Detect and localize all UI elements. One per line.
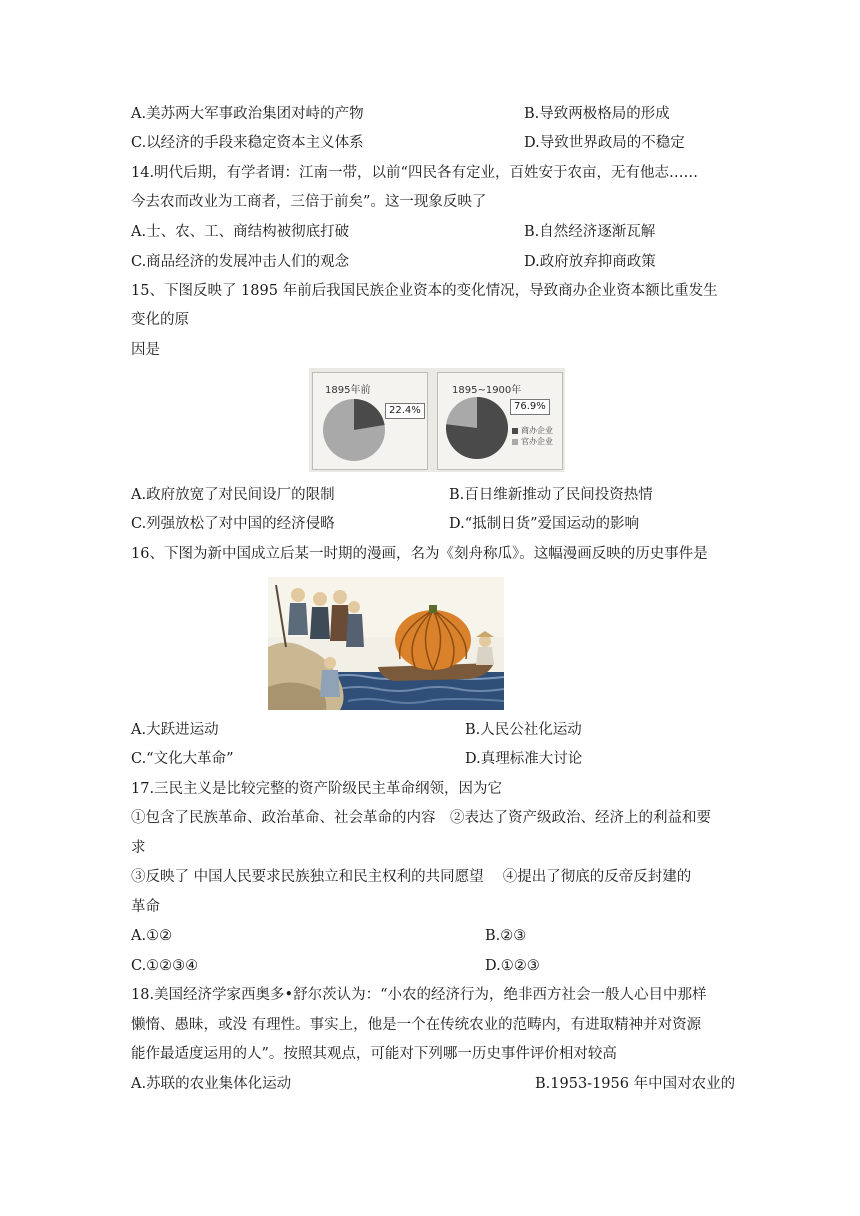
q17-option-a: A.①② bbox=[131, 928, 173, 944]
q16-option-c: C.“文化大革命” bbox=[131, 751, 234, 767]
q16-option-b: B.人民公社化运动 bbox=[465, 722, 582, 738]
pie-panel-right bbox=[437, 372, 563, 470]
q15-stem-line3: 因是 bbox=[131, 342, 160, 358]
cartoon-illustration bbox=[268, 577, 504, 710]
q18-stem-line1: 18.美国经济学家西奥多•舒尔茨认为：“小农的经济行为，绝非西方社会一般人心目中那样 bbox=[131, 987, 707, 1003]
pie-figure bbox=[309, 368, 565, 472]
legend-guan: 官办企业 bbox=[512, 436, 553, 447]
pie-right bbox=[444, 395, 510, 461]
q16-option-a: A.大跃进运动 bbox=[131, 722, 219, 738]
q15-option-d: D.“抵制日货”爱国运动的影响 bbox=[449, 516, 640, 532]
q14-option-d: D.政府放弃抑商政策 bbox=[524, 254, 656, 270]
q14-option-b: B.自然经济逐渐瓦解 bbox=[524, 224, 656, 240]
q15-stem-line1: 15、下图反映了 1895 年前后我国民族企业资本的变化情况，导致商办企业资本额比重发生 bbox=[131, 283, 718, 299]
pie-left-shang-slice bbox=[354, 399, 385, 430]
q18-option-a: A.苏联的农业集体化运动 bbox=[131, 1076, 292, 1092]
q17-stem-line1: 17.三民主义是比较完整的资产阶级民主革命纲领，因为它 bbox=[131, 781, 503, 797]
q14-option-c: C.商品经济的发展冲击人们的观念 bbox=[131, 254, 350, 270]
pie-left-label: 22.4% bbox=[385, 403, 425, 419]
pie-left-title: 1895年前 bbox=[325, 385, 371, 396]
q14-stem-line2: 今去农而改业为工商者，三倍于前矣”。这一现象反映了 bbox=[131, 194, 487, 210]
pie-right-title: 1895~1900年 bbox=[452, 385, 522, 396]
q13-option-c: C.以经济的手段来稳定资本主义体系 bbox=[131, 135, 364, 151]
legend-shang: 商办企业 bbox=[512, 425, 553, 436]
q15-option-b: B.百日维新推动了民间投资热情 bbox=[449, 487, 653, 503]
pie-left bbox=[321, 397, 387, 463]
q14-option-a: A.士、农、工、商结构被彻底打破 bbox=[131, 224, 350, 240]
q15-stem-line2: 变化的原 bbox=[131, 312, 189, 328]
q18-stem-line2: 懒惰、愚昧，或没 有理性。事实上，他是一个在传统农业的范畴内，有进取精神并对资源 bbox=[131, 1017, 702, 1033]
q13-option-a: A.美苏两大军事政治集团对峙的产物 bbox=[131, 106, 364, 122]
q17-stem-line3: 求 bbox=[131, 840, 146, 856]
q18-option-b: B.1953-1956 年中国对农业的 bbox=[535, 1076, 736, 1092]
q17-stem-line4: ③反映了 中国人民要求民族独立和民主权利的共同愿望 ④提出了彻底的反帝反封建的 bbox=[131, 869, 692, 885]
q17-stem-line2: ①包含了民族革命、政治革命、社会革命的内容 ②表达了资产级政治、经济上的利益和要 bbox=[131, 810, 711, 826]
q14-stem-line1: 14.明代后期，有学者谓：江南一带，以前“四民各有定业，百姓安于农亩，无有他志…… bbox=[131, 165, 698, 181]
q13-option-d: D.导致世界政局的不稳定 bbox=[524, 135, 685, 151]
q17-option-b: B.②③ bbox=[485, 928, 527, 944]
pie-right-label: 76.9% bbox=[510, 399, 550, 415]
q16-stem-line1: 16、下图为新中国成立后某一时期的漫画，名为《刻舟称瓜》。这幅漫画反映的历史事件是 bbox=[131, 546, 708, 562]
q15-option-a: A.政府放宽了对民间设厂的限制 bbox=[131, 487, 335, 503]
q18-stem-line3: 能作最适度运用的人”。按照其观点，可能对下列哪一历史事件评价相对较高 bbox=[131, 1046, 617, 1062]
q13-option-b: B.导致两极格局的形成 bbox=[524, 106, 670, 122]
pie-panel-left bbox=[312, 372, 428, 470]
q17-option-d: D.①②③ bbox=[485, 958, 540, 974]
q17-option-c: C.①②③④ bbox=[131, 958, 199, 974]
q16-option-d: D.真理标准大讨论 bbox=[465, 751, 583, 767]
q15-option-c: C.列强放松了对中国的经济侵略 bbox=[131, 516, 335, 532]
q17-stem-line5: 革命 bbox=[131, 899, 160, 915]
